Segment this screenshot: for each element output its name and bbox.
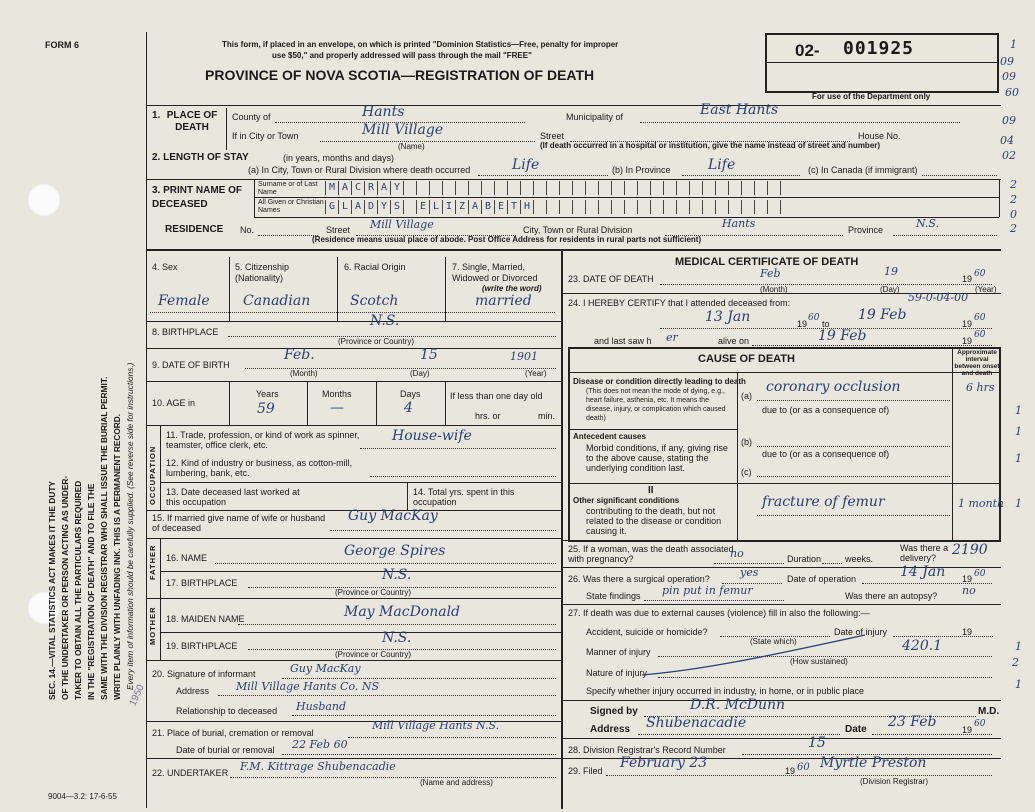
- letter-box: [416, 181, 429, 195]
- how-sustained: (How sustained): [790, 657, 848, 666]
- residence-street: Mill Village: [370, 218, 434, 231]
- mother-birthplace-label: 19. BIRTHPLACE: [166, 641, 238, 651]
- letter-box: Z: [455, 200, 468, 214]
- alive-on: 19 Feb: [818, 328, 867, 344]
- to-date: 19 Feb: [858, 307, 907, 323]
- last-saw-label: and last saw h: [594, 336, 652, 346]
- stay-label: 2. LENGTH OF STAY: [152, 152, 249, 163]
- letter-box: [689, 200, 702, 214]
- accident-label: Accident, suicide or homicide?: [586, 627, 708, 637]
- death-day: 19: [884, 265, 898, 278]
- letter-box: [780, 200, 793, 214]
- mother-birthplace: N.S.: [382, 630, 412, 646]
- year-caption: (Year): [525, 369, 547, 378]
- years-spent-label: 14. Total yrs. spent in this occupation: [413, 487, 515, 507]
- stay-a-label: (a) In City, Town or Rural Division where death occurred: [248, 165, 471, 175]
- municipality-label: Municipality of: [566, 112, 624, 122]
- residence-no-label: No.: [240, 225, 255, 235]
- spouse-label: 15. If married give name of wife or husband of deceased: [152, 513, 326, 533]
- informant-sig: Guy MacKay: [290, 662, 361, 675]
- trade-value: House-wife: [392, 428, 472, 444]
- sidebar-line: IN THE "REGISTRATION OF DEATH" AND TO FILE THE: [86, 483, 96, 700]
- cause-c-letter: (c): [741, 467, 752, 477]
- marital-hint: (write the word): [482, 284, 542, 293]
- from-date: 13 Jan: [705, 309, 751, 325]
- letter-box: H: [520, 200, 533, 214]
- state-which: (State which): [750, 637, 797, 646]
- mail-notice-2: use $50," and properly addressed will pass through the mail "FREE": [272, 51, 532, 60]
- relation-value: Husband: [296, 700, 347, 713]
- birthplace-label: 8. BIRTHPLACE: [152, 327, 219, 337]
- letter-box: [715, 181, 728, 195]
- letter-box: [598, 181, 611, 195]
- letter-box: L: [338, 200, 351, 214]
- death-year-prefix: 19: [962, 274, 973, 284]
- form-number: FORM 6: [45, 40, 80, 50]
- racial-value: Scotch: [350, 293, 399, 309]
- interval-a: 6 hrs: [966, 381, 995, 394]
- interval-heading: Approximate interval between onset and death: [954, 349, 1000, 377]
- address-label: Address: [590, 724, 631, 735]
- page-title: PROVINCE OF NOVA SCOTIA—REGISTRATION OF DEATH: [205, 67, 595, 83]
- letter-box: [754, 181, 767, 195]
- father-birthplace-label: 17. BIRTHPLACE: [166, 578, 238, 588]
- part-two: II: [648, 485, 654, 496]
- city-label: If in City or Town: [232, 131, 299, 141]
- letter-box: E: [416, 200, 429, 214]
- letter-box: R: [364, 181, 377, 195]
- weeks-label: weeks.: [845, 554, 874, 564]
- given-boxes: [325, 200, 793, 214]
- dept-code: 2: [1010, 193, 1017, 206]
- years-label: Years: [256, 389, 279, 399]
- op-year-prefix: 19: [962, 574, 973, 584]
- marital-label: 7. Single, Married, Widowed or Divorced: [452, 262, 538, 283]
- death-date-label: 23. DATE OF DEATH: [568, 274, 654, 284]
- filed-value: February 23: [620, 755, 708, 771]
- sex-value: Female: [158, 293, 210, 309]
- dob-label: 9. DATE OF BIRTH: [152, 360, 230, 370]
- letter-box: [702, 181, 715, 195]
- informant-sig-label: 20. Signature of informant: [152, 669, 256, 679]
- dob-month: Feb.: [284, 347, 315, 363]
- op-date: 14 Jan: [900, 564, 946, 580]
- month-caption: (Month): [290, 369, 318, 378]
- citizenship-label: 5. Citizenship (Nationality): [235, 262, 290, 283]
- other-note: contributing to the death, but not related to the disease or condition causing it.: [586, 506, 722, 536]
- print-name-label: 3. PRINT NAME OF DECEASED: [152, 185, 243, 210]
- informant-address-label: Address: [176, 686, 210, 696]
- letter-box: E: [494, 200, 507, 214]
- province-caption: (Province or Country): [335, 650, 412, 659]
- surname-boxes: [325, 181, 793, 195]
- letter-box: [598, 200, 611, 214]
- letter-box: [507, 181, 520, 195]
- days-label: Days: [400, 389, 421, 399]
- mother-maiden: May MacDonald: [344, 604, 461, 620]
- relation-label: Relationship to deceased: [176, 706, 278, 716]
- residence-label: RESIDENCE: [165, 224, 224, 235]
- street-label: Street: [540, 131, 565, 141]
- dept-code: 09: [1002, 70, 1016, 83]
- stay-c-label: (c) In Canada (if immigrant): [808, 165, 918, 175]
- name-address-caption: (Name and address): [420, 778, 493, 787]
- sidebar-line: WRITE PLAINLY WITH UNFADING INK. THIS IS A PERMANENT RECORD.: [112, 413, 122, 700]
- injury-date-label: Date of injury: [834, 627, 888, 637]
- given-label: All Given or Christian Names: [258, 199, 324, 214]
- margin-mark: 1: [1015, 678, 1022, 691]
- sidebar-line: Every item of information should be carefully supplied. (See reverse side for instructions.): [125, 362, 135, 690]
- dept-use-label: For use of the Department only: [812, 92, 931, 101]
- surgery-label: 26. Was there a surgical operation?: [568, 574, 710, 584]
- letter-box: [403, 200, 416, 214]
- address-value: Shubenacadie: [646, 715, 747, 731]
- dob-year: 1901: [510, 350, 538, 363]
- alive-year: 60: [974, 330, 986, 340]
- registrar-name: Myrtle Preston: [820, 755, 927, 771]
- dept-code: 60: [1005, 86, 1019, 99]
- letter-box: C: [351, 181, 364, 195]
- dept-code: 02: [1002, 149, 1016, 162]
- letter-box: [546, 200, 559, 214]
- letter-box: D: [364, 200, 377, 214]
- injury-year-prefix: 19: [962, 627, 973, 637]
- mother-maiden-label: 18. MAIDEN NAME: [166, 614, 245, 624]
- year-caption: (Year): [975, 285, 997, 294]
- letter-box: I: [442, 200, 455, 214]
- letter-box: [520, 181, 533, 195]
- letter-box: [728, 181, 741, 195]
- father-name: George Spires: [344, 543, 446, 559]
- letter-box: [585, 200, 598, 214]
- occupation-section-label: OCCUPATION: [148, 445, 157, 505]
- stay-sub: (in years, months and days): [283, 153, 395, 163]
- to-year-prefix: 19: [962, 319, 973, 329]
- letter-box: [442, 181, 455, 195]
- strike-line: [640, 630, 870, 680]
- md-label: M.D.: [978, 706, 1000, 717]
- autopsy-label: Was there an autopsy?: [845, 591, 938, 601]
- record-label: 28. Division Registrar's Record Number: [568, 745, 726, 755]
- dept-code: 1: [1010, 38, 1017, 51]
- reg-prefix: 02-: [795, 41, 820, 60]
- sign-year: 60: [974, 719, 986, 729]
- residence-province: N.S.: [916, 217, 940, 230]
- disease-note: (This does not mean the mode of dying, e.g., heart failure, asthenia, etc. It means the disease, injury, or complication which caused death): [586, 388, 726, 422]
- op-year: 60: [974, 569, 986, 579]
- disease-label: Disease or condition directly leading to death: [573, 377, 746, 386]
- letter-box: B: [481, 200, 494, 214]
- surgery-value: yes: [740, 566, 759, 579]
- letter-box: [780, 181, 793, 195]
- letter-box: [403, 181, 416, 195]
- cause-other: fracture of femur: [762, 494, 885, 510]
- letter-box: [676, 181, 689, 195]
- from-year-prefix: 19: [797, 319, 808, 329]
- surname-label: Surname or of Last Name: [258, 181, 318, 196]
- stay-a-value: Life: [512, 157, 540, 173]
- birthplace-value: N.S.: [370, 313, 400, 329]
- due-to-a: due to (or as a consequence of): [762, 405, 890, 415]
- name-caption: (Name): [398, 142, 425, 151]
- father-birthplace: N.S.: [382, 567, 412, 583]
- margin-mark: 1: [1015, 404, 1022, 417]
- burial-value: Mill Village Hants N.S.: [372, 719, 500, 732]
- certify-label: 24. I HEREBY CERTIFY that I attended deceased from:: [568, 298, 791, 308]
- cause-a-letter: (a): [741, 391, 752, 401]
- hospital-note: (If death occurred in a hospital or institution, give the name instead of street and number): [540, 141, 881, 150]
- province-caption: (Province or Country): [335, 588, 412, 597]
- sign-year-prefix: 19: [962, 725, 973, 735]
- undertaker-label: 22. UNDERTAKER: [152, 768, 229, 778]
- from-year: 60: [808, 313, 820, 323]
- punch-hole-top: [27, 183, 61, 217]
- letter-box: [494, 181, 507, 195]
- stay-b-label: (b) In Province: [612, 165, 671, 175]
- form-code: 9004—3.2: 17-6-55: [48, 792, 117, 801]
- sidebar-line: OF THE UNDERTAKER OR PERSON ACTING AS UNDER-: [60, 475, 70, 700]
- letter-box: [767, 200, 780, 214]
- findings-label: State findings: [586, 591, 641, 601]
- age-days: 4: [404, 400, 413, 416]
- letter-box: [663, 200, 676, 214]
- burial-date: 22 Feb 60: [292, 738, 348, 751]
- death-year: 60: [974, 269, 986, 279]
- county-label: County of: [232, 112, 271, 122]
- house-label: House No.: [858, 131, 901, 141]
- residence-city-label: City, Town or Rural Division: [523, 225, 633, 235]
- letter-box: [559, 181, 572, 195]
- external-label: 27. If death was due to external causes (violence) fill in also the following:—: [568, 608, 870, 618]
- municipality-value: East Hants: [700, 102, 779, 118]
- letter-box: Y: [377, 200, 390, 214]
- letter-box: [676, 200, 689, 214]
- hrs-label: hrs. or: [475, 411, 501, 421]
- citizenship-value: Canadian: [243, 293, 311, 309]
- day-caption: (Day): [410, 369, 430, 378]
- filed-year-prefix: 19: [785, 766, 796, 776]
- undertaker-value: F.M. Kittrage Shubenacadie: [240, 760, 396, 773]
- mail-notice-1: This form, if placed in an envelope, on which is printed "Dominion Statistics—Free, penalty for improper: [222, 40, 619, 49]
- specify-label: Specify whether injury occurred in industry, in home, or in public place: [586, 686, 864, 696]
- margin-mark: 2: [1012, 656, 1019, 669]
- trade-label: 11. Trade, profession, or kind of work as spinner, teamster, office clerk, etc.: [166, 430, 360, 450]
- sign-date-label: Date: [845, 724, 867, 735]
- letter-box: [728, 200, 741, 214]
- mother-section-label: MOTHER: [148, 606, 157, 645]
- letter-box: [559, 200, 572, 214]
- county-value: Hants: [362, 104, 405, 120]
- residence-note: (Residence means usual place of abode. Post Office Address for residents in rural parts not sufficient): [312, 235, 702, 244]
- delivery-label: Was there a delivery?: [900, 543, 949, 563]
- cause-a: coronary occlusion: [766, 379, 901, 395]
- sign-date: 23 Feb: [888, 714, 937, 730]
- margin-mark: 1: [1015, 425, 1022, 438]
- margin-mark: 1: [1015, 497, 1022, 510]
- margin-mark: 1: [1015, 452, 1022, 465]
- letter-box: T: [507, 200, 520, 214]
- alive-on-label: alive on: [718, 336, 750, 346]
- age-months: —: [330, 400, 344, 416]
- min-label: min.: [538, 411, 556, 421]
- death-month: Feb: [760, 267, 781, 280]
- father-section-label: FATHER: [148, 544, 157, 580]
- letter-box: [624, 200, 637, 214]
- marital-value: married: [475, 293, 532, 309]
- letter-box: A: [338, 181, 351, 195]
- margin-mark: 1: [1015, 640, 1022, 653]
- age-label: 10. AGE in: [152, 398, 196, 408]
- letter-box: A: [377, 181, 390, 195]
- cause-heading: CAUSE OF DEATH: [698, 353, 795, 365]
- months-label: Months: [322, 389, 352, 399]
- place-num: 1.: [152, 110, 161, 121]
- letter-box: [429, 181, 442, 195]
- age-years: 59: [257, 401, 275, 417]
- last-worked-label: 13. Date deceased last worked at this occupation: [166, 487, 300, 507]
- spouse-value: Guy MacKay: [348, 508, 438, 524]
- letter-box: [702, 200, 715, 214]
- letter-box: [533, 181, 546, 195]
- sex-label: 4. Sex: [152, 262, 178, 272]
- letter-box: [650, 200, 663, 214]
- to-label: to: [822, 319, 830, 329]
- letter-box: [468, 181, 481, 195]
- interval-other: 1 month: [958, 497, 1005, 510]
- pregnancy-value: no: [730, 547, 744, 560]
- letter-box: [546, 181, 559, 195]
- residence-province-label: Province: [848, 225, 884, 235]
- father-name-label: 16. NAME: [166, 553, 208, 563]
- medical-heading: MEDICAL CERTIFICATE OF DEATH: [675, 256, 859, 268]
- pregnancy-label: 25. If a woman, was the death associated with pregnancy?: [568, 544, 734, 564]
- province-caption: (Province or Country): [338, 337, 415, 346]
- city-value: Mill Village: [362, 122, 444, 138]
- letter-box: [767, 181, 780, 195]
- received-stamp: 1950: [127, 683, 147, 708]
- letter-box: [585, 181, 598, 195]
- less-day-label: If less than one day old: [450, 391, 543, 401]
- letter-box: S: [390, 200, 403, 214]
- letter-box: [533, 200, 546, 214]
- letter-box: [741, 181, 754, 195]
- signed-value: D.R. McDunn: [690, 697, 786, 713]
- manner-label: Manner of injury: [586, 647, 651, 657]
- letter-box: [572, 181, 585, 195]
- age-code: 59-0-04-00: [908, 291, 969, 304]
- sidebar-line: TAKER TO OBTAIN ALL THE PARTICULARS REQUIRED: [73, 480, 83, 700]
- dept-code: 09: [1000, 55, 1014, 68]
- burial-label: 21. Place of burial, cremation or removal: [152, 728, 314, 738]
- letter-box: [455, 181, 468, 195]
- residence-city: Hants: [722, 217, 756, 230]
- filed-label: 29. Filed: [568, 766, 603, 776]
- antecedent-heading: Antecedent causes: [573, 432, 646, 441]
- sidebar-line: SEC. 14.—VITAL STATISTICS ACT MAKES IT THE DUTY: [47, 481, 57, 700]
- letter-box: L: [429, 200, 442, 214]
- dept-code: 04: [1000, 134, 1014, 147]
- place-label: PLACE OF DEATH: [166, 110, 218, 133]
- dob-day: 15: [420, 347, 438, 363]
- dept-code: 2: [1010, 222, 1017, 235]
- letter-box: [637, 200, 650, 214]
- letter-box: [754, 200, 767, 214]
- cause-b-letter: (b): [741, 437, 752, 447]
- alive-year-prefix: 19: [962, 336, 973, 346]
- letter-box: A: [468, 200, 481, 214]
- letter-box: A: [351, 200, 364, 214]
- residence-street-label: Street: [326, 225, 351, 235]
- findings-value: pin put in femur: [662, 584, 753, 597]
- last-saw-mid: er: [666, 331, 678, 344]
- signed-label: Signed by: [590, 706, 638, 717]
- letter-box: [572, 200, 585, 214]
- day-caption: (Day): [880, 285, 900, 294]
- letter-box: [611, 181, 624, 195]
- letter-box: [689, 181, 702, 195]
- code-2190: 2190: [952, 542, 988, 558]
- informant-address: Mill Village Hants Co. NS: [236, 680, 380, 693]
- to-year: 60: [974, 313, 986, 323]
- due-to-b: due to (or as a consequence of): [762, 449, 890, 459]
- racial-label: 6. Racial Origin: [344, 262, 406, 272]
- letter-box: [650, 181, 663, 195]
- burial-date-label: Date of burial or removal: [176, 745, 275, 755]
- dept-code: 09: [1002, 114, 1016, 127]
- filed-year: 60: [797, 762, 810, 773]
- letter-box: [715, 200, 728, 214]
- autopsy-value: no: [962, 584, 976, 597]
- industry-label: 12. Kind of industry or business, as cotton-mill, lumbering, bank, etc.: [166, 458, 353, 478]
- letter-box: G: [325, 200, 338, 214]
- letter-box: M: [325, 181, 338, 195]
- letter-box: [663, 181, 676, 195]
- nature-label: Nature of injury: [586, 668, 648, 678]
- letter-box: [611, 200, 624, 214]
- other-heading: Other significant conditions: [573, 496, 680, 505]
- stay-b-value: Life: [708, 157, 736, 173]
- letter-box: [481, 181, 494, 195]
- op-date-label: Date of operation: [787, 574, 857, 584]
- antecedent-note: Morbid conditions, if any, giving rise to the above cause, stating the underlying condition last.: [586, 443, 728, 473]
- letter-box: Y: [390, 181, 403, 195]
- code-4201: 420.1: [902, 638, 943, 654]
- reg-number: 001925: [843, 38, 915, 59]
- letter-box: [637, 181, 650, 195]
- letter-box: [741, 200, 754, 214]
- record-value: 15: [808, 735, 826, 751]
- dept-code: 2: [1010, 178, 1017, 191]
- dept-code: 0: [1010, 208, 1017, 221]
- letter-box: [624, 181, 637, 195]
- month-caption: (Month): [760, 285, 788, 294]
- registrar-caption: (Division Registrar): [860, 777, 929, 786]
- duration-label: Duration: [787, 554, 822, 564]
- sidebar-line: SAME WITH THE DIVISION REGISTRAR WHO SHALL ISSUE THE BURIAL PERMIT.: [99, 376, 109, 700]
